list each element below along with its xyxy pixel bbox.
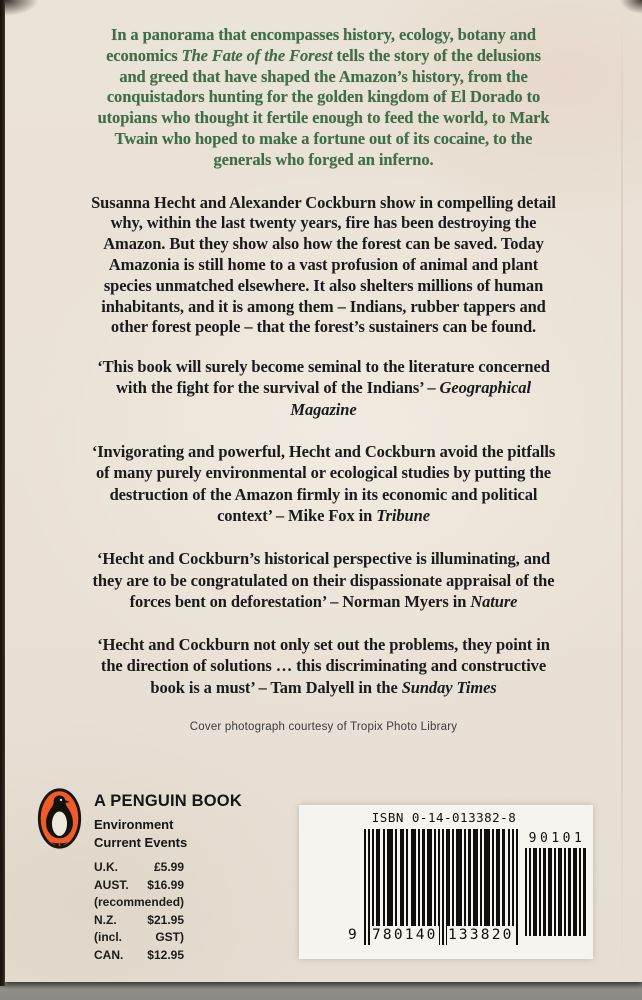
price-label: N.Z. (94, 912, 117, 927)
addon-barcode (525, 831, 587, 936)
price-row-can (94, 947, 184, 965)
cover-text-column (5, 0, 642, 745)
publisher-imprint-block (94, 792, 242, 852)
ean-digits-right: 133820 (448, 927, 514, 943)
price-row-nz (94, 912, 184, 930)
price-value: £5.99 (153, 860, 184, 874)
book-spine-edge (0, 0, 5, 986)
price-label: U.K. (94, 860, 118, 874)
review-quote-tribune: ‘Invigorating and powerful, Hecht and Cockburn avoid the pitfalls of many purely environmental or ecological studies by putting the destruction of the Amazon firmly in its economic and political context’ – Mike Fox in Tribune (91, 442, 556, 525)
price-row-uk (94, 859, 184, 877)
price-row-recommended (94, 894, 184, 912)
price-value: $16.99 (147, 877, 184, 892)
scanner-background (0, 982, 642, 1000)
addon-barcode-bars (525, 848, 587, 936)
penguin-logo-icon (36, 786, 83, 851)
imprint-name: A PENGUIN BOOK (94, 792, 242, 810)
scan-shadow-top-right (620, 0, 642, 14)
price-value: $12.95 (147, 947, 184, 962)
category-current-events: Current Events (94, 835, 188, 850)
price-value: GST) (155, 930, 184, 945)
price-label: AUST. (94, 877, 129, 892)
category-environment: Environment (94, 817, 174, 832)
synopsis-black-paragraph: Susanna Hecht and Alexander Cockburn show in compelling detail why, within the last twenty years, fire has been destroying the Amazon. But they show also how the forest can be saved. Today Amazonia is still home to a vast profusion of animal and plant species unmatched elsewhere. It also shelters millions of human inhabitants, and it is among them – Indians, rubber tappers and other forest people – that the forest’s sustainers can be found. (91, 192, 556, 337)
review-quote-sunday-times: ‘Hecht and Cockburn not only set out the problems, they point in the direction of solutions … this discriminating and constructive book is a must’ – Tam Dalyell in the Sunday Times (97, 635, 550, 697)
barcode-panel (299, 805, 593, 959)
imprint-categories (94, 816, 242, 852)
ean-digits-left: 780140 (372, 927, 438, 943)
cover-photo-credit: Cover photograph courtesy of Tropix Photo Library (189, 721, 458, 734)
ean-barcode (348, 829, 518, 951)
price-row-gst (94, 929, 184, 947)
price-list (94, 859, 184, 965)
price-value: $21.95 (147, 912, 184, 927)
price-label: (recommended) (94, 895, 185, 910)
price-label: CAN. (94, 947, 124, 962)
book-back-cover (5, 0, 642, 982)
isbn-number: ISBN 0-14-013382-8 (371, 810, 517, 825)
cover-crease (621, 0, 623, 982)
review-quote-nature: ‘Hecht and Cockburn’s historical perspective is illuminating, and they are to be congratulated on their dispassionate appraisal of the forces bent on deforestation’ – Norman Myers in Nature (92, 549, 555, 611)
scan-shadow-top-left (5, 0, 39, 16)
price-label: (incl. (94, 930, 123, 945)
price-row-aust (94, 877, 184, 895)
synopsis-green-paragraph: In a panorama that encompasses history, ecology, botany and economics The Fate of the Forest tells the story of the delusions and greed that have shaped the Amazon’s history, from the conquistadors hunting for the golden kingdom of El Dorado to utopians who thought it fertile enough to feed the world, to Mark Twain who hoped to make a fortune out of its cocaine, to the generals who forged an inferno. (97, 25, 550, 169)
addon-barcode-number: 90101 (528, 831, 586, 846)
ean-digit-first: 9 (348, 927, 357, 943)
review-quote-geographical-magazine: ‘This book will surely become seminal to the literature concerned with the fight for the survival of the Indians’ – Geographical Magazine (97, 357, 550, 419)
